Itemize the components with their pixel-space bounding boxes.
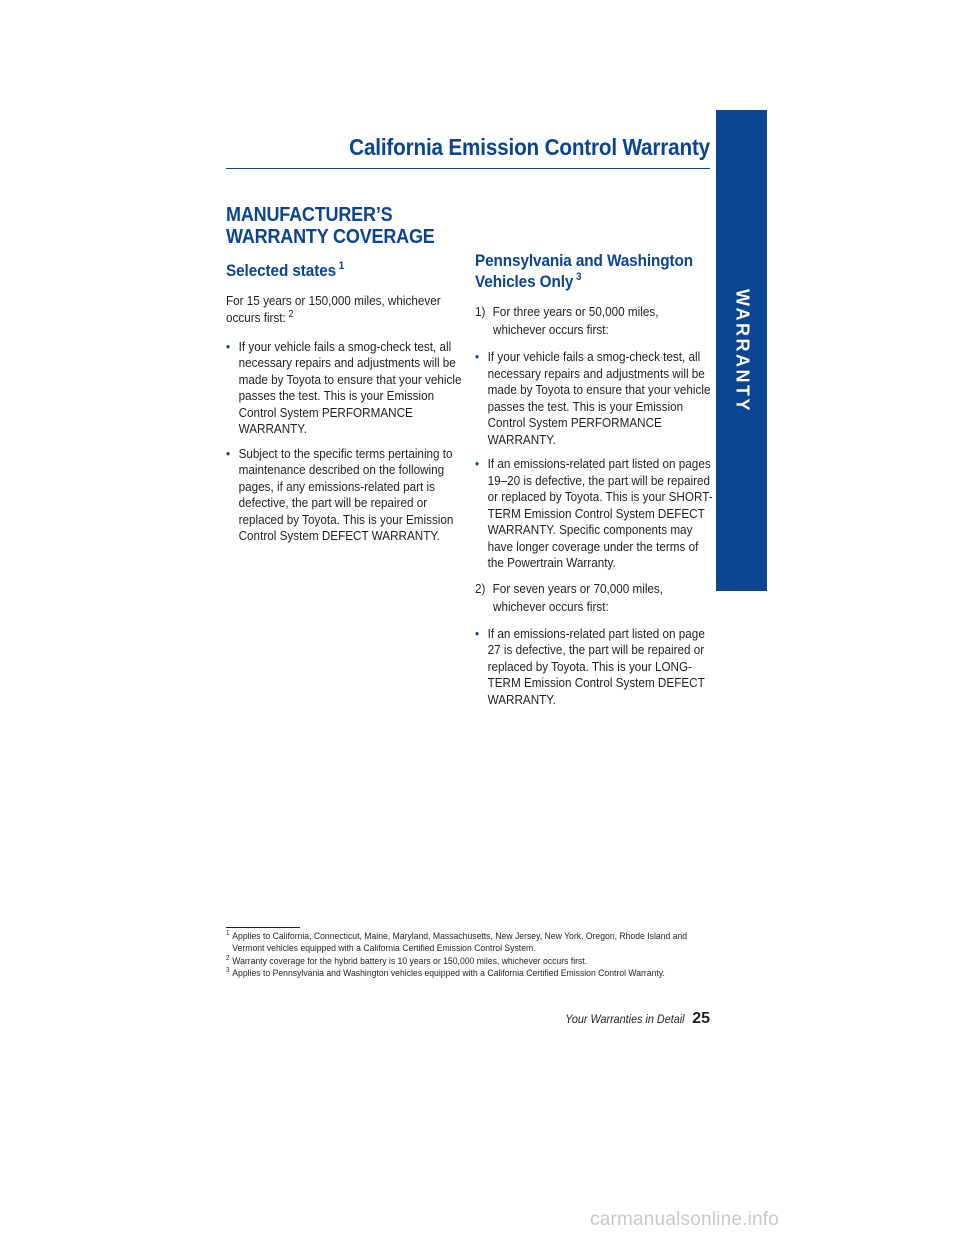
item-number: 1) <box>475 304 486 319</box>
numbered-item-2 <box>475 580 705 616</box>
footnote: 3 Applies to Pennsylvania and Washington vehicles equipped with a California Certified Emission Control Warranty. <box>226 966 665 979</box>
page-title: California Emission Control Warranty <box>349 134 710 160</box>
bullet-item <box>475 626 714 709</box>
intro-line2: occurs first: <box>226 310 286 326</box>
bullet-text: Subject to the specific terms pertaining to maintenance described on the following pages, if any emissions-related part is defective, the part will be repaired or replaced by Toyota. This is your Emission Control System DEFECT WARRANTY. <box>238 445 454 544</box>
item-line1: For three years or 50,000 miles, <box>492 304 659 319</box>
intro-paragraph <box>226 292 456 327</box>
pa-wa-heading <box>475 250 711 292</box>
bullet-item <box>226 446 465 545</box>
side-tab-label: WARRANTY <box>732 288 752 413</box>
main-heading <box>226 204 460 248</box>
selected-states-heading <box>226 260 462 281</box>
bullet-icon: • <box>475 456 480 471</box>
footnote: 1 Applies to California, Connecticut, Maine, Maryland, Massachusetts, New Jersey, New York, Oregon, Rhode Island and Vermont vehicles equipped with a California Certified Emission Control System. <box>226 930 688 955</box>
footnote-divider <box>226 927 300 928</box>
title-divider <box>226 168 710 169</box>
item-line2: whichever occurs first: <box>493 598 609 614</box>
main-heading-line1: MANUFACTURER’S <box>226 204 393 226</box>
bullet-text: If an emissions-related part listed on pages 19–20 is defective, the part will be repaired or replaced by Toyota. This is your SHORT-TERM Emission Control System DEFECT WARRANTY. Specific components may have longer coverage under the terms of the Powertrain Warranty. <box>487 456 713 570</box>
bullet-text: If your vehicle fails a smog-check test, all necessary repairs and adjustments will be made by Toyota to ensure that your vehicle passes the test. This is your Emission Control System PERFORMANCE WARRANTY. <box>238 338 462 437</box>
item-line1: For seven years or 70,000 miles, <box>492 580 664 596</box>
footnote-ref: 1 <box>338 260 345 273</box>
main-heading-line2: WARRANTY COVERAGE <box>226 226 435 248</box>
bullet-icon: • <box>475 625 480 641</box>
page-footer <box>552 1010 710 1028</box>
footnote-ref: 3 <box>576 271 582 284</box>
footnote: 2 Warranty coverage for the hybrid battery is 10 years or 150,000 miles, whichever occurs first. <box>226 954 588 967</box>
bullet-text: If an emissions-related part listed on page 27 is defective, the part will be repaired or replaced by Toyota. This is your LONG-TERM Emission Control System DEFECT WARRANTY. <box>487 625 705 707</box>
bullet-item <box>475 456 714 572</box>
footnote-ref: 2 <box>288 308 294 320</box>
footnote-text: Applies to Pennsylvania and Washington vehicles equipped with a California Certified Emission Control Warranty. <box>232 967 665 979</box>
bullet-icon: • <box>226 338 231 354</box>
right-column <box>475 250 711 716</box>
bullet-text: If your vehicle fails a smog-check test, all necessary repairs and adjustments will be made by Toyota to ensure that your vehicle passes the test. This is your Emission Control System PERFORMANCE WARRANTY. <box>487 349 711 447</box>
item-number: 2) <box>475 580 486 596</box>
pa-wa-heading-line1: Pennsylvania and Washington <box>475 251 694 270</box>
numbered-item-1 <box>475 303 705 339</box>
bullet-item <box>226 339 465 438</box>
bullet-item <box>475 349 714 448</box>
footnotes <box>226 931 712 980</box>
bullet-icon: • <box>475 349 480 364</box>
watermark: carmanualsonline.info <box>590 1209 780 1230</box>
footnote-text: Applies to California, Connecticut, Maine, Maryland, Massachusetts, New Jersey, New York, Oregon, Rhode Island and Vermont vehicles equipped with a California Certified Emission Control System. <box>232 931 688 955</box>
side-tab <box>716 110 767 591</box>
bullet-icon: • <box>226 445 231 461</box>
left-column <box>226 204 462 553</box>
footer-section-title: Your Warranties in Detail <box>564 1012 685 1026</box>
footnote-text: Warranty coverage for the hybrid battery is 10 years or 150,000 miles, whichever occurs first. <box>232 955 588 967</box>
intro-line1: For 15 years or 150,000 miles, whichever <box>226 293 441 308</box>
item-line2: whichever occurs first: <box>493 322 609 337</box>
page-number: 25 <box>692 1010 710 1027</box>
selected-states-heading-text: Selected states <box>226 261 337 280</box>
pa-wa-heading-line2: Vehicles Only <box>475 272 574 291</box>
